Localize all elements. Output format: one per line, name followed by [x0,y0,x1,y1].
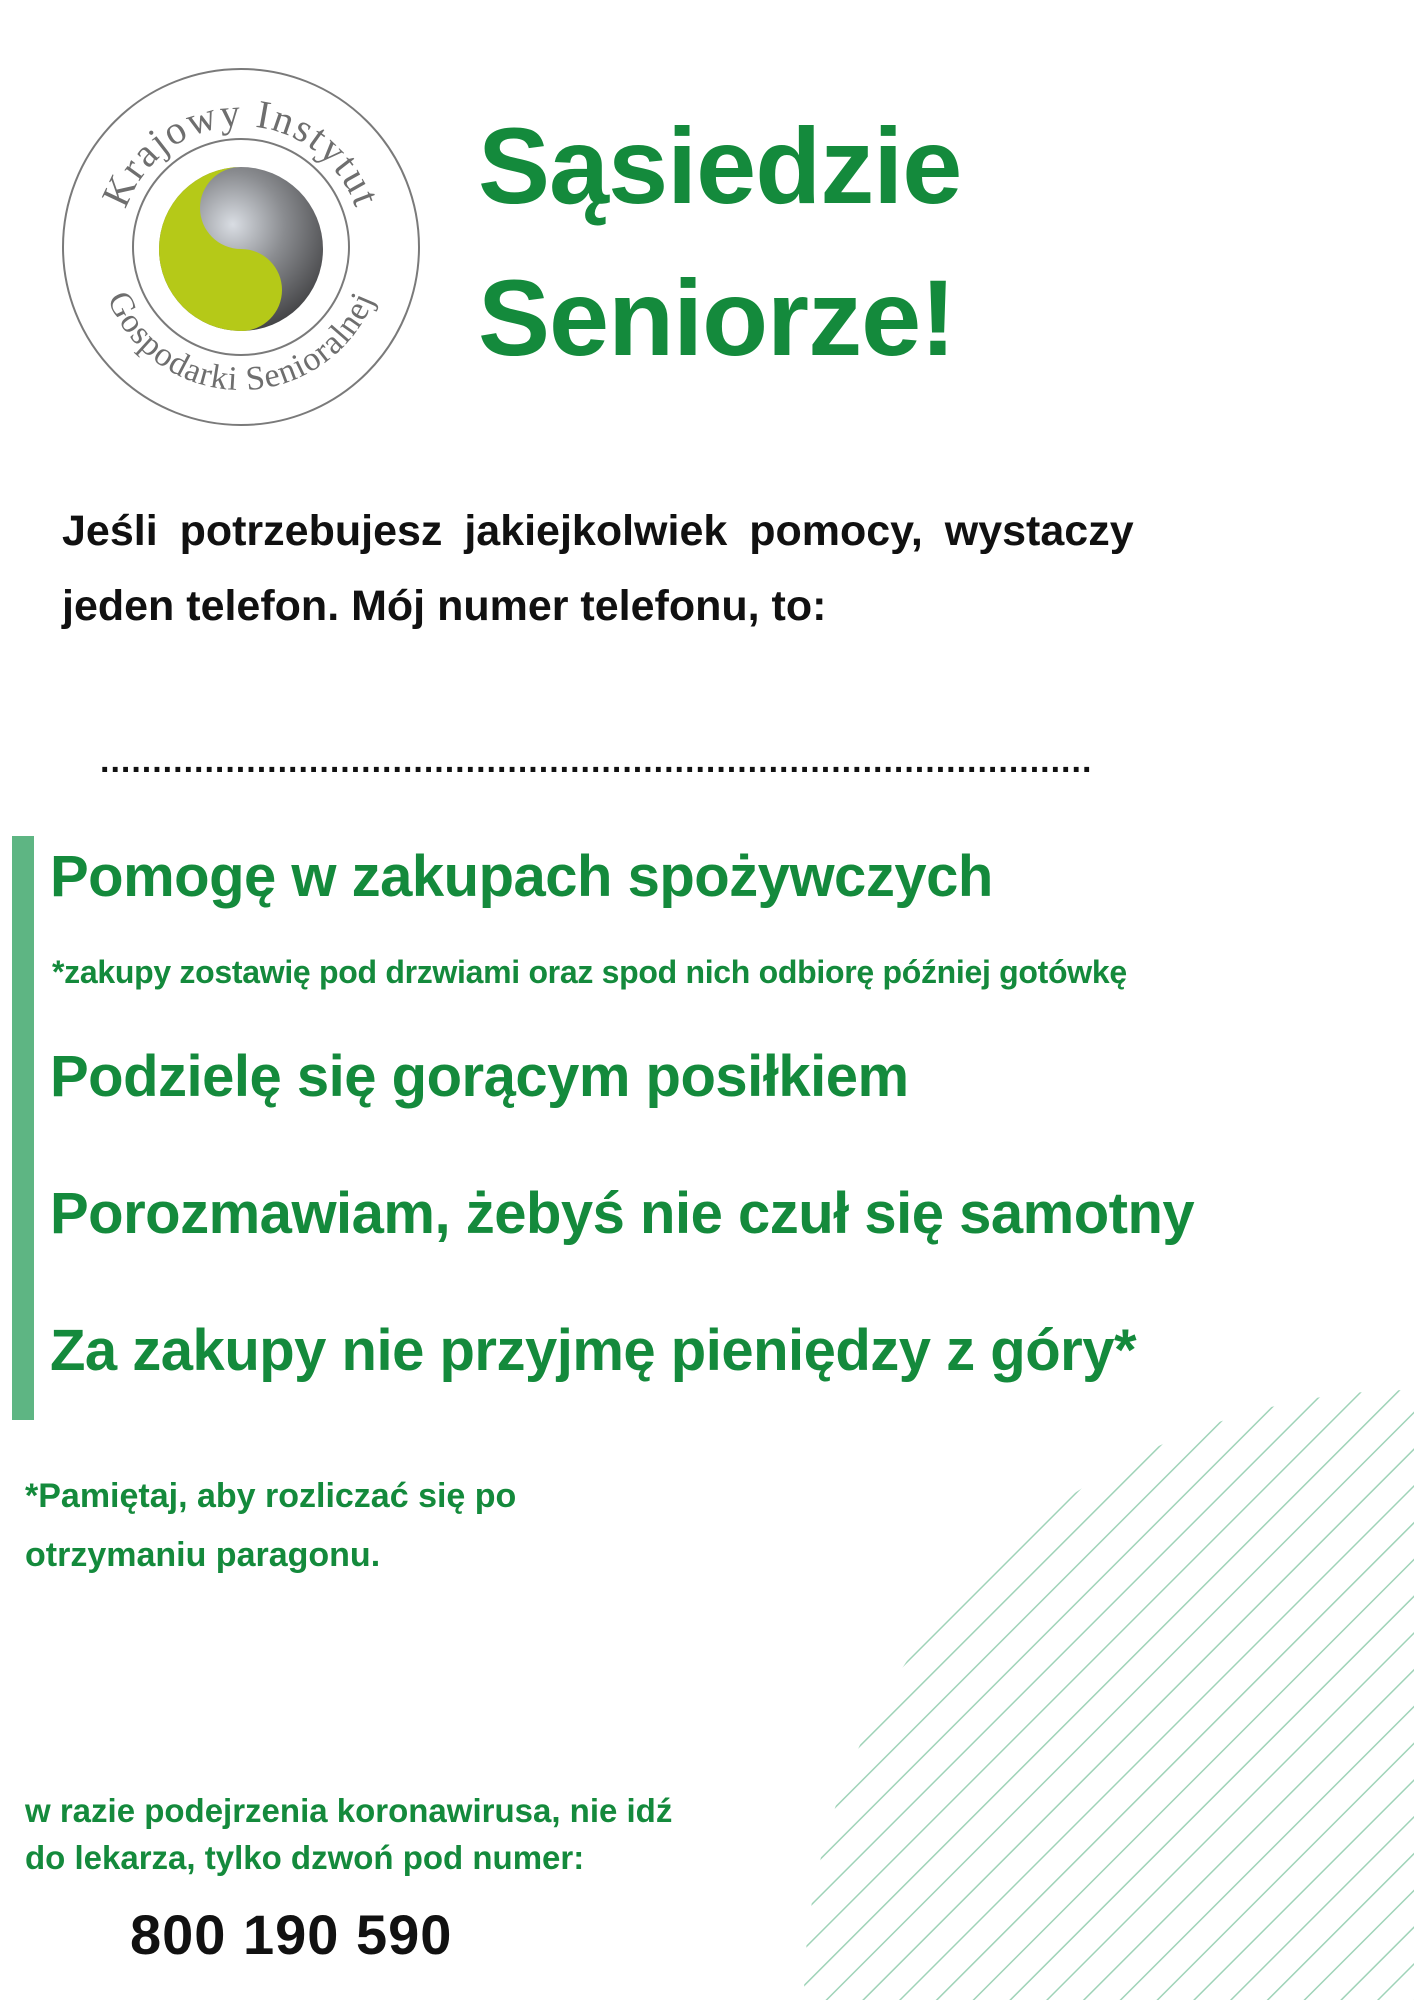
reminder-line-1: *Pamiętaj, aby rozliczać się po [25,1477,517,1515]
offer-no-prepayment: Za zakupy nie przyjmę pieniędzy z góry* [50,1318,1137,1383]
covid-line-2: do lekarza, tylko dzwoń pod numer: [25,1839,585,1876]
intro-line-1: Jeśli potrzebujesz jakiejkolwiek pomocy, wystaczy [62,507,1134,555]
kigs-logo [58,64,424,430]
offer-talk: Porozmawiam, żebyś nie czuł się samotny [50,1181,1195,1246]
covid-line-1: w razie podejrzenia koronawirusa, nie idź [25,1792,673,1829]
offer-groceries-note: *zakupy zostawię pod drzwiami oraz spod nich odbiorę później gotówkę [52,954,1127,990]
decorative-stripes [700,1390,1414,2000]
title-line-1: Sąsiedzie [478,105,962,226]
offer-meal: Podzielę się gorącym posiłkiem [50,1044,909,1109]
logo-text-bottom: Gospodarki Senioralnej [99,285,382,399]
offer-groceries: Pomogę w zakupach spożywczych [50,844,993,909]
intro-line-2: jeden telefon. Mój numer telefonu, to: [62,582,827,630]
logo-text-top: Krajowy Instytut [92,89,390,214]
reminder-line-2: otrzymaniu paragonu. [25,1536,381,1574]
covid-hotline-number: 800 190 590 [130,1903,453,1966]
phone-number-placeholder: ............................................................................................... [100,742,1093,780]
accent-bar [12,836,34,1420]
title-line-2: Seniorze! [478,257,956,378]
